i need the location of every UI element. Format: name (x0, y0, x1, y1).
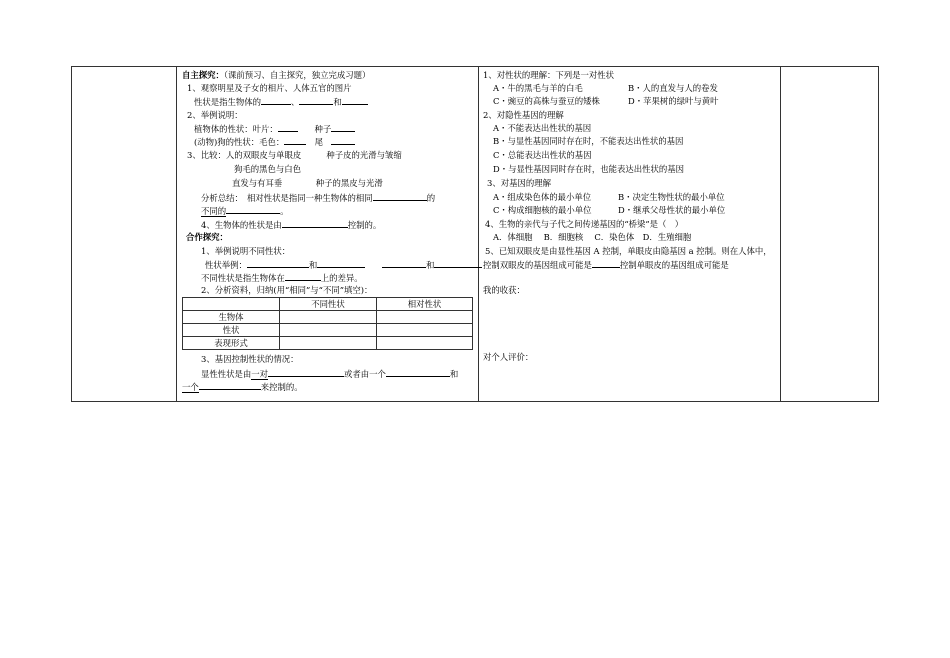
q2-title: 2、举例说明： (187, 110, 243, 120)
r-q4-title: 4、生物的亲代与子代之间传递基因的“桥梁”是（ ） (485, 219, 684, 229)
blank[interactable] (317, 258, 365, 268)
r-q2-option-d: D・与显性基因同时存在时，也能表达出性状的基因 (493, 164, 684, 174)
q1-fill-line: 性状是指生物体的 、 和 (194, 95, 368, 108)
blank[interactable] (373, 191, 427, 201)
r-q5-line2: 控制双眼皮的基因组成可能是 控制单眼皮的基因组成可能是 (483, 260, 729, 270)
coop-q2-title: 2、分析资料，归纳(用“相同”与“不同”填空)： (201, 285, 373, 295)
q3-summary: 分析总结： 相对性状是指同一种生物体的相同 的 (201, 193, 436, 203)
table-cell[interactable] (280, 337, 377, 350)
blank[interactable] (299, 95, 333, 105)
q3-summary-line2: 不同的 。 (201, 206, 289, 216)
blank[interactable] (278, 122, 298, 132)
table-row-label: 生物体 (183, 311, 280, 324)
column-divider (780, 67, 781, 401)
q2-animal-line: (动物)狗的性状：毛色： 尾 (194, 135, 355, 148)
blank[interactable] (247, 258, 309, 268)
r-q2-option-c: C・总能表达出性状的基因 (493, 150, 592, 160)
table-cell[interactable] (377, 324, 473, 337)
blank[interactable] (199, 380, 261, 390)
r-q1-option-a: A・牛的黑毛与羊的白毛 (493, 83, 583, 93)
r-q3-option-c: C・构成细胞核的最小单位 (493, 205, 592, 215)
blank[interactable] (285, 271, 321, 281)
coop-q3-line1: 显性性状是由一对 或者由一个 和 (201, 369, 459, 379)
coop-q1-def: 不同性状是指生物体在 上的差异。 (201, 273, 363, 283)
r-q2-title: 2、对隐性基因的理解 (483, 110, 564, 120)
q1-line: 1、观察明星及子女的相片、人体五官的图片 (187, 83, 352, 93)
table-header-cell (183, 298, 280, 311)
r-q2-option-a: A・不能表达出性状的基因 (493, 123, 592, 133)
blank[interactable] (331, 135, 355, 145)
q3-line2: 狗毛的黑色与白色 (234, 164, 301, 174)
blank[interactable] (261, 95, 291, 105)
coop-q1-example: 性状举例： 和 和 (205, 258, 482, 271)
coop-q1-title: 1、举例说明不同性状： (201, 246, 291, 256)
table-cell[interactable] (280, 311, 377, 324)
table-row-label: 表现形式 (183, 337, 280, 350)
column-divider (176, 67, 177, 401)
blank[interactable] (268, 367, 344, 377)
r-q1-option-d: D・苹果树的绿叶与黄叶 (628, 96, 719, 106)
r-q2-option-b: B・与显性基因同时存在时，不能表达出性状的基因 (493, 136, 684, 146)
coop-q3-title: 3、基因控制性状的情况： (201, 354, 299, 364)
coop-title: 合作探究： (186, 232, 228, 242)
r-q1-option-c: C・豌豆的高株与蚕豆的矮株 (493, 96, 600, 106)
coop-q3-line2: 一个 来控制的。 (182, 382, 303, 392)
blank[interactable] (434, 258, 482, 268)
table-cell[interactable] (377, 337, 473, 350)
r-q3-title: 3、对基因的理解 (487, 178, 551, 188)
table-cell[interactable] (377, 311, 473, 324)
blank[interactable] (592, 258, 620, 268)
blank[interactable] (342, 95, 368, 105)
blank[interactable] (382, 258, 426, 268)
blank[interactable] (226, 204, 280, 214)
self-study-hint: （课前预习、自主探究，独立完成习题） (223, 70, 371, 80)
blank[interactable] (386, 367, 450, 377)
harvest-label: 我的收获： (483, 285, 525, 295)
r-q1-title: 1、对性状的理解：下列是一对性状 (483, 70, 614, 80)
column-divider (478, 67, 479, 401)
r-q3-option-d: D・继承父母性状的最小单位 (618, 205, 726, 215)
r-q3-option-a: A・组成染色体的最小单位 (493, 192, 592, 202)
q2-plant-line: 植物体的性状：叶片： 种子 (194, 122, 355, 135)
self-eval-label: 对个人评价： (483, 352, 534, 362)
self-study-line (182, 69, 370, 81)
table-row-label: 性状 (183, 324, 280, 337)
q4-line: 4、生物体的性状是由 控制的。 (201, 220, 382, 230)
q3-line3: 直发与有耳垂 种子的黑皮与光滑 (232, 178, 383, 188)
table-cell[interactable] (280, 324, 377, 337)
q3-line1: 3、比较：人的双眼皮与单眼皮 种子皮的光滑与皱缩 (187, 150, 402, 160)
blank[interactable] (331, 122, 355, 132)
worksheet-table (71, 66, 879, 402)
table-header-cell: 相对性状 (377, 298, 473, 311)
table-header-cell: 不同性状 (280, 298, 377, 311)
self-study-title: 自主探究： (182, 70, 224, 80)
r-q3-option-b: B・决定生物性状的最小单位 (618, 192, 725, 202)
trait-compare-table (182, 297, 473, 350)
r-q5-line1: 5、已知双眼皮是由显性基因 A 控制，单眼皮由隐基因 a 控制。则在人体中， (485, 246, 772, 256)
r-q1-option-b: B・人的直发与人的卷发 (628, 83, 718, 93)
blank[interactable] (282, 218, 348, 228)
blank[interactable] (284, 135, 306, 145)
r-q4-options: A．体细胞 B．细胞核 C．染色体 D．生殖细胞 (493, 232, 692, 242)
